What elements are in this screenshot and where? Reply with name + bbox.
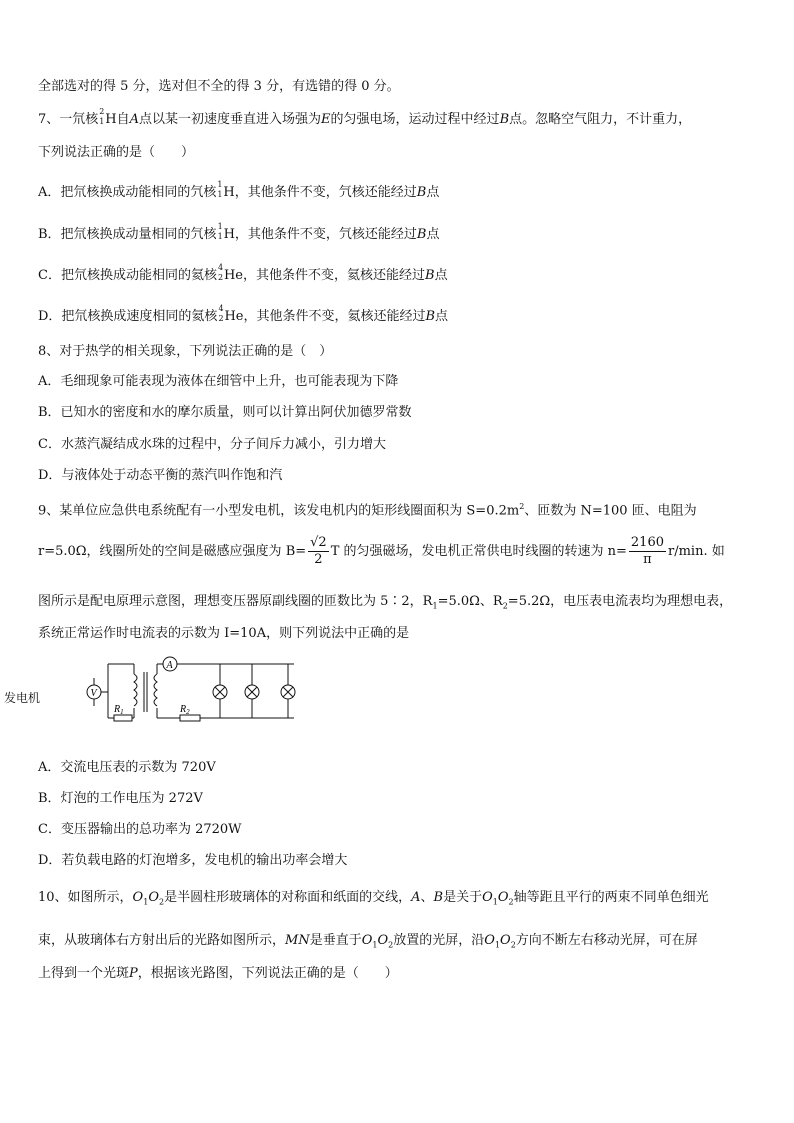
intro-line: 全部选对的得 5 分，选对但不全的得 3 分，有选错的得 0 分。 bbox=[38, 79, 400, 94]
q9-option-b: B．灯泡的工作电压为 272V bbox=[38, 791, 203, 806]
q7-stem-line1: 7、一氘核 2 1 H自A点以某一初速度垂直进入场强为E的匀强电场，运动过程中经过B点。忽略空气阻力，不计重力， bbox=[38, 107, 692, 127]
q10-stem-line3: 上得到一个光斑P，根据该光路图，下列说法正确的是（ ） bbox=[38, 966, 398, 981]
q9-option-d: D．若负载电路的灯泡增多，发电机的输出功率会增大 bbox=[38, 853, 348, 868]
q7-option-c: C．把氘核换成动能相同的氦核 4 2 He，其他条件不变，氦核还能经过B点 bbox=[38, 263, 448, 283]
q7-option-d: D．把氘核换成速度相同的氦核 4 2 He，其他条件不变，氦核还能经过B点 bbox=[38, 304, 449, 324]
q7-option-b: B．把氘核换成动量相同的氕核 1 1 H，其他条件不变，氕核还能经过B点 bbox=[38, 222, 440, 242]
voltmeter-label: V bbox=[90, 688, 97, 699]
fraction-b: $\frac{√2}{2}$ bbox=[310, 535, 327, 567]
lamp-icon bbox=[245, 685, 259, 699]
nuclide-icon: 1 1 bbox=[217, 222, 223, 241]
q9-option-c: C．变压器输出的总功率为 2720W bbox=[38, 822, 242, 837]
q8-option-a: A．毛细现象可能表现为液体在细管中上升，也可能表现为下降 bbox=[38, 374, 399, 389]
fraction-n: $\frac{2160}{\pi}$ bbox=[630, 535, 664, 567]
ammeter-label: A bbox=[166, 660, 173, 671]
lamp-icon bbox=[281, 685, 295, 699]
nuclide-icon: 4 2 bbox=[218, 304, 224, 323]
r2-label: $R_2$ bbox=[180, 704, 190, 716]
nuclide-icon: 1 1 bbox=[217, 180, 223, 199]
nuclide-deuteron: 2 1 bbox=[99, 107, 105, 126]
q7-option-a: A．把氘核换成动能相同的氕核 1 1 H，其他条件不变，氕核还能经过B点 bbox=[38, 180, 440, 200]
q7-stem-line2: 下列说法正确的是（ ） bbox=[38, 145, 195, 160]
q9-stem-line4: 系统正常运作时电流表的示数为 I=10A，则下列说法中正确的是 bbox=[38, 626, 410, 641]
q8-option-b: B．已知水的密度和水的摩尔质量，则可以计算出阿伏加德罗常数 bbox=[38, 405, 412, 420]
q9-stem-line3: 图所示是配电原理示意图，理想变压器原副线圈的匝数比为 5∶2，$R_1=5.0\Omega$、$R_2=5.2\Omega$，电压表电流表均为理想电表， bbox=[38, 594, 733, 611]
r1-label: $R_1$ bbox=[114, 704, 124, 716]
circuit-diagram bbox=[44, 656, 304, 736]
q8-option-c: C．水蒸汽凝结成水珠的过程中，分子间斥力减小，引力增大 bbox=[38, 437, 386, 452]
resistor-r2-icon bbox=[180, 715, 200, 721]
q8-option-d: D．与液体处于动态平衡的蒸汽叫作饱和汽 bbox=[38, 468, 283, 483]
lamp-icon bbox=[213, 685, 227, 699]
q8-stem: 8、对于热学的相关现象，下列说法正确的是（ ） bbox=[38, 344, 333, 359]
q9-stem-line1: 9、某单位应急供电系统配有一小型发电机，该发电机内的矩形线圈面积为 $S=0.2m^2$、匝数为 N=100 匝、电阻为 bbox=[38, 502, 697, 519]
q9-stem-line2: r=5.0Ω，线圈所处的空间是磁感应强度为 B= $\frac{√2}{2}$ T 的匀强磁场，发电机正常供电时线圈的转速为 n= $\frac{2160}{\pi}$ r/min. 如 bbox=[38, 535, 725, 567]
q10-stem-line2: 束，从玻璃体右方射出后的光路如图所示，MN是垂直于$O_1O_2$放置的光屏，沿$O_1O_2$方向不断左右移动光屏，可在屏 bbox=[38, 933, 698, 950]
q10-stem-line1: 10、如图所示，$O_1O_2$是半圆柱形玻璃体的对称面和纸面的交线，A、B是关于$O_1O_2$轴等距且平行的两束不同单色细光 bbox=[38, 890, 709, 907]
nuclide-icon: 4 2 bbox=[217, 263, 224, 282]
q9-option-a: A．交流电压表的示数为 720V bbox=[38, 760, 216, 775]
generator-label: 发电机 bbox=[4, 691, 41, 705]
